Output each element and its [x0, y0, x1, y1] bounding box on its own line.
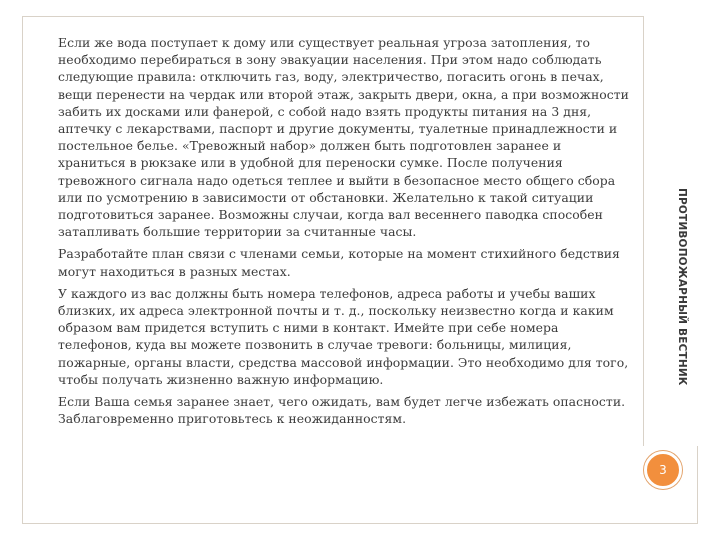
- paragraph-evacuation: Если же вода поступает к дому или существует реальная угроза затопления, то необходимо перебираться в зону эвакуации населения. При этом надо соблюдать следующие правила: отключить газ, воду, электричество, погасить огонь в печах, вещи перенести на чердак или второй этаж, закрыть двери, окна, а при возможности забить их досками или фанерой, с собой надо взять продукты питания на 3 дня, аптечку с лекарствами, паспорт и другие документы, туалетные принадлежности и постельное белье. «Тревожный набор» должен быть подготовлен заранее и храниться в рюкзаке или в удобной для переноски сумке. После получения тревожного сигнала надо одеться теплее и выйти в безопасное место общего сбора или по усмотрению в зависимости от обстановки. Желательно к такой ситуации подготовиться заранее. Возможны случаи, когда вал весеннего паводка способен затапливать большие территории за считанные часы.: [58, 35, 629, 240]
- page-number: 3: [659, 463, 667, 477]
- body-text: [58, 34, 632, 432]
- paragraph-contacts: У каждого из вас должны быть номера телефонов, адреса работы и учебы ваших близких, их адреса электронной почты и т. д., поскольку неизвестно когда и каким образом вам придется вступить с ними в контакт. Имейте при себе номера телефонов, куда вы можете позвонить в случае тревоги: больницы, милиция, пожарные, органы власти, средства массовой информации. Это необходимо для того, чтобы получать жизненно важную информацию.: [58, 285, 629, 387]
- side-title: ПРОТИВОПОЖАРНЫЙ ВЕСТНИК: [676, 188, 688, 386]
- paragraph-preparedness: Если Ваша семья заранее знает, чего ожидать, вам будет легче избежать опасности. Заблаговременно приготовьтесь к неожиданностям.: [58, 394, 626, 427]
- page-number-badge: [644, 451, 682, 489]
- paragraph-communication-plan: Разработайте план связи с членами семьи, которые на момент стихийного бедствия могут находиться в разных местах.: [58, 246, 620, 279]
